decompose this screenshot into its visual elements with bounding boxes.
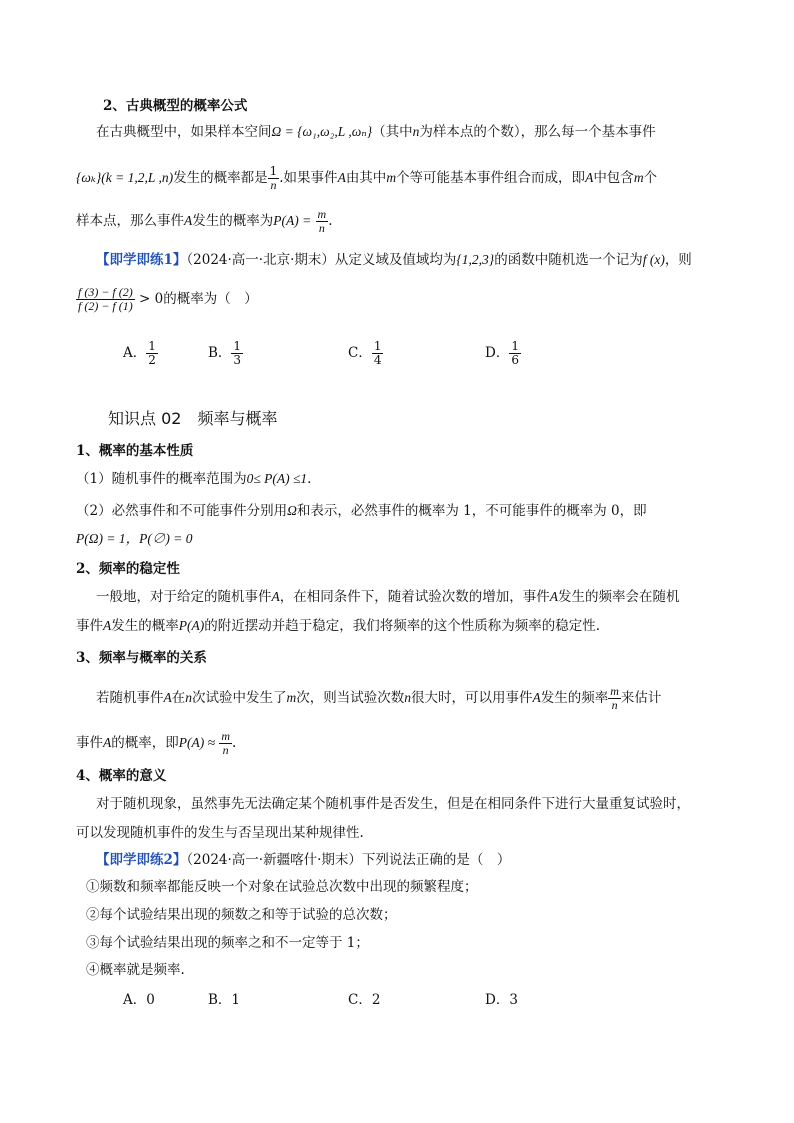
option-a[interactable]: A． $\frac{1}{2}$ xyxy=(123,339,156,367)
exercise-2-stem: 【即学即练2】（2024·高一·新疆喀什·期末）下列说法正确的是（ ） xyxy=(96,852,511,868)
statement-item: ③每个试验结果出现的频率之和不一定等于 1； xyxy=(86,935,369,951)
paragraph-line: （1）随机事件的概率范围为0≤ P(A) ≤1. xyxy=(76,471,312,487)
paragraph-line: 可以发现随机事件的发生与否呈现出某种规律性. xyxy=(76,825,364,841)
option-c[interactable]: C．2 xyxy=(348,992,381,1008)
section-heading: 1、概率的基本性质 xyxy=(76,443,194,459)
paragraph-line: 对于随机现象，虽然事先无法确定某个随机事件是否发生，但是在相同条件下进行大量重复试验时， xyxy=(96,796,690,812)
exercise-source: （2024·高一·新疆喀什·期末） xyxy=(186,852,362,868)
option-a[interactable]: A．0 xyxy=(123,992,155,1008)
math-range: 0≤ P(A) ≤1 xyxy=(246,471,308,486)
exercise-source: （2024·高一·北京·期末） xyxy=(186,252,335,268)
section-heading: 4、概率的意义 xyxy=(76,768,167,784)
math-event: {ωₖ} xyxy=(76,170,102,185)
option-b[interactable]: B． $\frac{1}{3}$ xyxy=(208,339,242,367)
exercise-1-condition: $\frac{f (3) - f (2)}{f (2) - f (1)}$ > 0的概率为（ ） xyxy=(78,285,258,313)
exercise-1-stem: 【即学即练1】（2024·高一·北京·期末）从定义域及值域均为{1,2,3}的函数中随机选一个记为f (x)，则 xyxy=(96,252,692,268)
section-heading: 2、古典概型的概率公式 xyxy=(103,98,248,114)
math-k-range: (k = 1,2,L ,n) xyxy=(101,170,174,185)
fraction: $\frac{1}{n}$ xyxy=(269,164,278,192)
paragraph-line: （2）必然事件和不可能事件分别用Ω和表示，必然事件的概率为 1，不可能事件的概率为 0，即 xyxy=(76,503,647,519)
option-c[interactable]: C． $\frac{1}{4}$ xyxy=(348,339,382,367)
paragraph-line: 事件A发生的概率P(A)的附近摆动并趋于稳定，我们将频率的这个性质称为频率的稳定性. xyxy=(76,618,601,634)
paragraph-line: 若随机事件A在n次试验中发生了m次，则当试验次数n很大时，可以用事件A发生的频率 $\frac{m}{n}$ 来估计 xyxy=(96,684,662,712)
statement-item: ④概率就是频率. xyxy=(86,962,185,978)
statement-item: ①频数和频率都能反映一个对象在试验总次数中出现的频繁程度； xyxy=(86,879,478,895)
option-d[interactable]: D．3 xyxy=(485,992,518,1008)
paragraph-line: {ωₖ}(k = 1,2,L ,n)发生的概率都是 $\frac{1}{n}$ .如果事件A由其中m个等可能基本事件组合而成，即A中包含m个 xyxy=(76,164,658,192)
exercise-tag: 【即学即练2】 xyxy=(96,852,187,868)
section-heading: 3、频率与概率的关系 xyxy=(76,650,207,666)
knowledge-point-title: 知识点 02 频率与概率 xyxy=(108,409,278,428)
section-heading: 2、频率的稳定性 xyxy=(76,561,180,577)
paragraph-line xyxy=(76,530,192,548)
paragraph-line: 事件A的概率，即P(A) ≈ $\frac{m}{n}$ . xyxy=(76,729,237,757)
paragraph-line: 样本点，那么事件A发生的概率为P(A) = $\frac{m}{n}$ . xyxy=(76,207,333,235)
math-omega-set: Ω = {ω₁,ω₂,L ,ωₙ} xyxy=(271,124,373,139)
option-b[interactable]: B．1 xyxy=(208,992,241,1008)
paragraph-line: 一般地，对于给定的随机事件A，在相同条件下，随着试验次数的增加，事件A发生的频率会在随机 xyxy=(96,589,680,605)
statement-item: ②每个试验结果出现的频数之和等于试验的总次数； xyxy=(86,907,397,923)
fraction: $\frac{m}{n}$ xyxy=(221,729,230,757)
paragraph-line: 在古典概型中，如果样本空间Ω = {ω₁,ω₂,L ,ωₙ}（其中n为样本点的个数），那么每一个基本事件 xyxy=(96,124,656,140)
math-pa: P(A) = xyxy=(273,213,312,228)
fraction: $\frac{m}{n}$ xyxy=(317,207,327,235)
math-probabilities: P(Ω) = 1，P(∅) = 0 xyxy=(76,531,193,546)
fraction: $\frac{m}{n}$ xyxy=(610,684,619,712)
fraction: $\frac{f (3) - f (2)}{f (2) - f (1)}$ xyxy=(78,285,133,313)
option-d[interactable]: D． $\frac{1}{6}$ xyxy=(485,339,519,367)
exercise-tag: 【即学即练1】 xyxy=(96,252,187,268)
